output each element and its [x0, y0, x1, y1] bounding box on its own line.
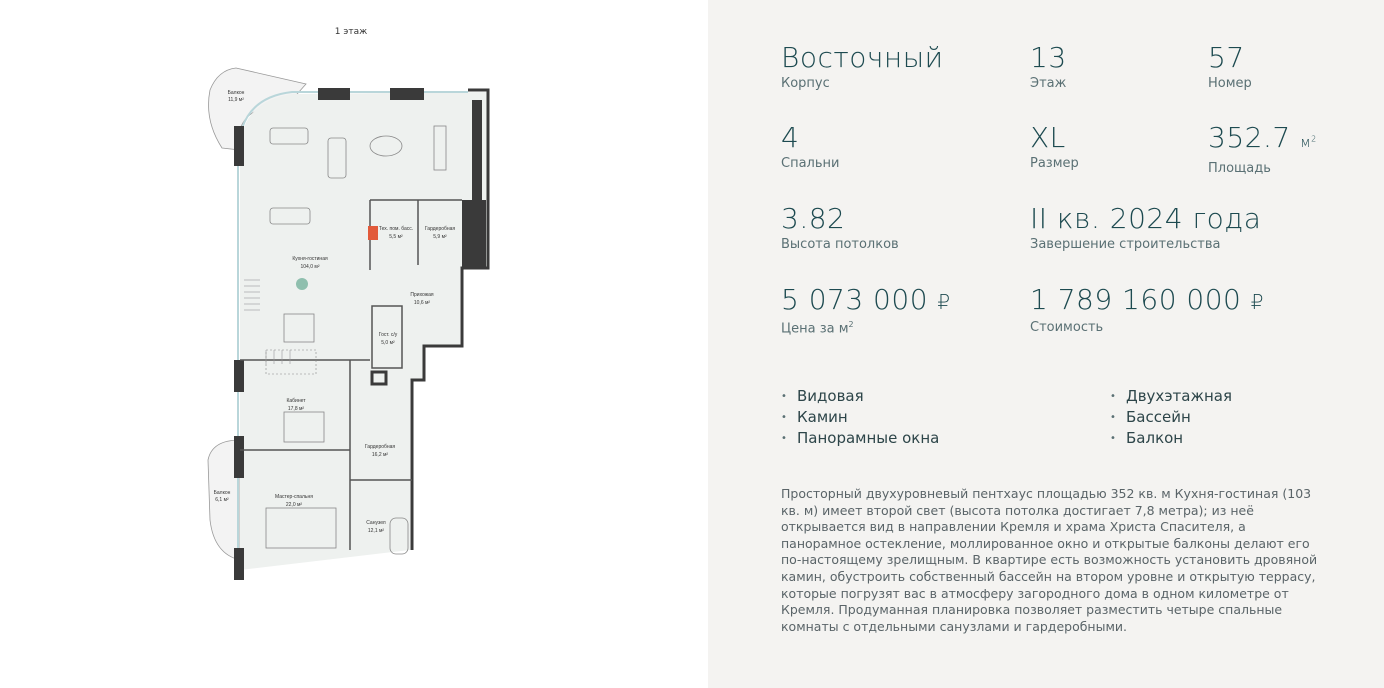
- plan-label-balcony-top: Балкон: [227, 90, 245, 96]
- plan-label-balcony-bottom: Балкон: [213, 490, 231, 496]
- feature-item: • Камин: [781, 407, 939, 428]
- ceiling-value: 3.82: [781, 202, 846, 235]
- ceiling-label: Высота потолков: [781, 237, 899, 252]
- number-value: 57: [1208, 41, 1245, 74]
- svg-text:6,1 м²: 6,1 м²: [215, 497, 229, 503]
- plan-label-wardrobe2: Гардеробная: [364, 444, 396, 450]
- size-label: Размер: [1030, 156, 1079, 171]
- svg-text:5,5 м²: 5,5 м²: [389, 234, 403, 240]
- price-per-m-value: 5 073 000 ₽: [781, 283, 951, 316]
- details-panel: [708, 0, 1384, 688]
- plan-label-guest-wc: Гост. с/у: [378, 332, 398, 338]
- floor-plan[interactable]: [200, 60, 500, 580]
- stat-area: [1208, 122, 1317, 176]
- plan-label-hall: Прихожая: [410, 292, 434, 298]
- floor-label: Этаж: [1030, 76, 1067, 91]
- area-value: 352.7 $м^2$: [1208, 121, 1317, 154]
- svg-text:5,9 м²: 5,9 м²: [433, 234, 447, 240]
- stat-floor: [1030, 42, 1067, 91]
- stat-building: [781, 42, 944, 91]
- description-text: Просторный двухуровневый пентхаус площадью 352 кв. м Кухня-гостиная (103 кв. м) имеет второй свет (высота потолка достигает 7,8 метра); из неё открывается вид в направлении Кремля и храма Христа Спасителя, а панорамное остекление, моллированное окно и открытые балконы делают его по-настоящему зрелищным. В квартире есть возможность установить дровяной камин, обустроить собственный бассейн на втором уровне и открытую террасу, которые погрузят вас в атмосферу загородного дома в одном километре от Кремля. Продуманная планировка позволяет разместить четыре спальные комнаты с отдельными санузлами и гардеробными.: [781, 486, 1318, 634]
- completion-value: II кв. 2024 года: [1030, 202, 1262, 235]
- features-list-left: [781, 386, 939, 449]
- plan-label-cabinet: Кабинет: [286, 398, 306, 404]
- completion-label: Завершение строительства: [1030, 237, 1221, 252]
- plan-label-tech: Тех. пом. басс.: [378, 226, 414, 232]
- stat-price-per-m: [781, 284, 951, 336]
- feature-item: • Балкон: [1110, 428, 1232, 449]
- features-list-right: [1110, 386, 1232, 449]
- svg-text:16,2 м²: 16,2 м²: [371, 452, 389, 458]
- stat-completion: [1030, 203, 1261, 252]
- svg-text:5,0 м²: 5,0 м²: [381, 340, 395, 346]
- stat-number: [1208, 42, 1252, 91]
- floor-label: 1 этаж: [334, 27, 368, 37]
- stat-bedrooms: [781, 122, 839, 171]
- feature-item: • Видовая: [781, 386, 939, 407]
- feature-item: • Панорамные окна: [781, 428, 939, 449]
- plan-label-kitchen: Кухня-гостиная: [292, 256, 328, 262]
- floor-value: 13: [1030, 41, 1067, 74]
- plan-label-master: Мастер-спальня: [275, 494, 313, 500]
- svg-text:12,1 м²: 12,1 м²: [367, 528, 385, 534]
- svg-text:10,6 м²: 10,6 м²: [413, 300, 431, 306]
- svg-text:17,8 м²: 17,8 м²: [287, 406, 305, 412]
- feature-item: • Двухэтажная: [1110, 386, 1232, 407]
- size-value: XL: [1030, 121, 1066, 154]
- number-label: Номер: [1208, 76, 1252, 91]
- area-label: Площадь: [1208, 161, 1271, 176]
- svg-text:22,0 м²: 22,0 м²: [285, 502, 303, 508]
- bedrooms-label: Спальни: [781, 156, 840, 171]
- svg-text:104,0 м²: 104,0 м²: [300, 264, 320, 270]
- stat-total: [1030, 284, 1264, 335]
- price-per-m-label: Цена за $м^2$: [781, 320, 854, 337]
- svg-text:11,9 м²: 11,9 м²: [228, 97, 244, 103]
- total-value: 1 789 160 000 ₽: [1030, 283, 1264, 316]
- building-label: Корпус: [781, 76, 830, 91]
- stat-ceiling: [781, 203, 899, 252]
- stat-size: [1030, 122, 1079, 171]
- building-value: Восточный: [781, 41, 944, 74]
- total-label: Стоимость: [1030, 320, 1104, 335]
- plan-label-wardrobe1: Гардеробная: [424, 226, 456, 232]
- feature-item: • Бассейн: [1110, 407, 1232, 428]
- plan-label-bath: Санузел: [366, 520, 386, 526]
- bedrooms-value: 4: [781, 121, 800, 154]
